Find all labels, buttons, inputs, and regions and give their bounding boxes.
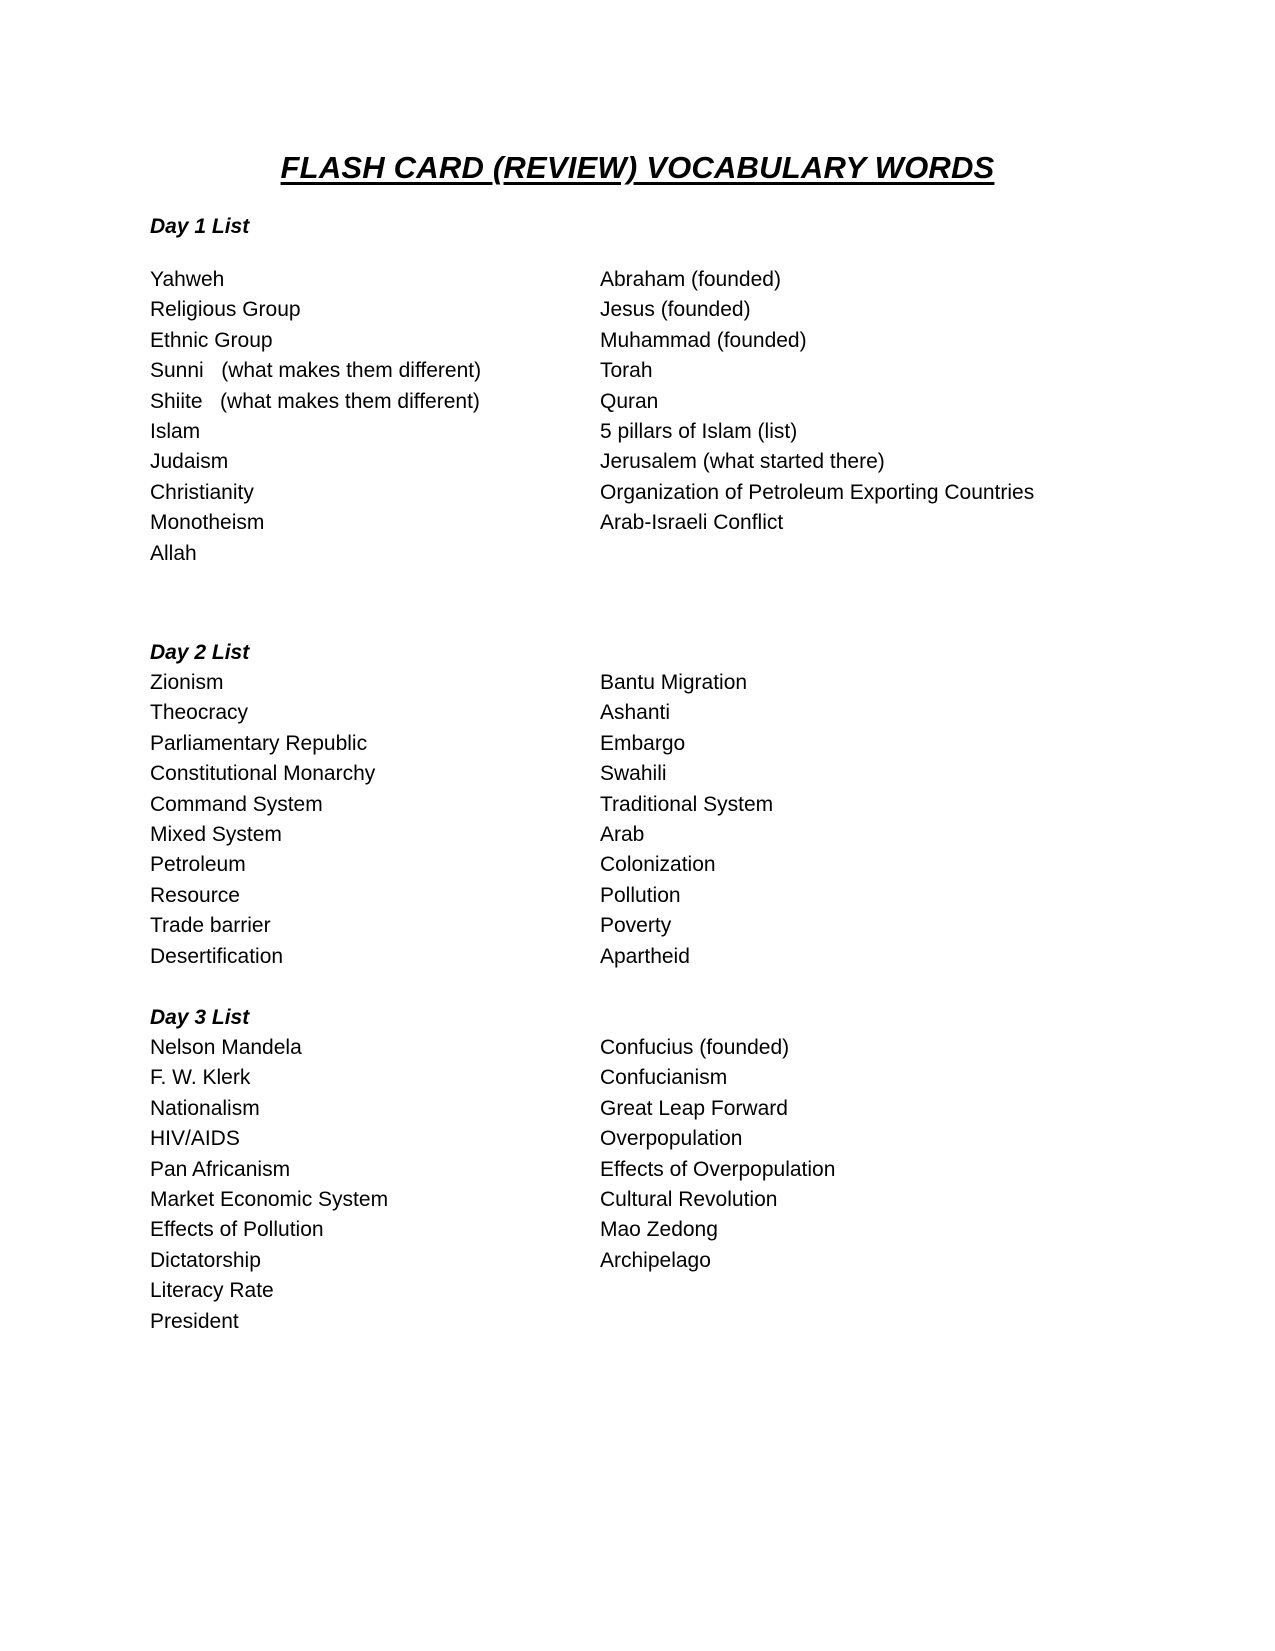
- vocab-item: Shiite (what makes them different): [150, 389, 480, 413]
- vocab-item: Petroleum: [150, 853, 246, 877]
- vocab-item: F. W. Klerk: [150, 1066, 251, 1090]
- vocab-item: Effects of Overpopulation: [600, 1157, 836, 1181]
- vocab-item: Pan Africanism: [150, 1157, 291, 1181]
- vocab-item: Christianity: [150, 480, 254, 504]
- vocab-item: Quran: [600, 389, 659, 413]
- vocab-item: Mixed System: [150, 822, 282, 846]
- vocab-item: Ethnic Group: [150, 328, 273, 352]
- vocab-item: Desertification: [150, 944, 284, 968]
- vocab-item: Mao Zedong: [600, 1218, 718, 1242]
- day-3-section: [150, 1003, 1150, 1333]
- vocab-item: Archipelago: [600, 1248, 711, 1272]
- day-1-right-column: [600, 265, 1150, 539]
- vocab-item: Monotheism: [150, 511, 265, 535]
- day-2-section: [150, 638, 1150, 968]
- vocab-item: Embargo: [600, 731, 686, 755]
- vocab-item: Resource: [150, 883, 240, 907]
- vocab-item: Ashanti: [600, 701, 671, 725]
- vocab-item: Constitutional Monarchy: [150, 762, 376, 786]
- vocab-item: Traditional System: [600, 792, 774, 816]
- vocab-item: Religious Group: [150, 298, 301, 322]
- vocab-item: 5 pillars of Islam (list): [600, 419, 798, 443]
- vocab-item: Cultural Revolution: [600, 1187, 778, 1211]
- vocab-item: Bantu Migration: [600, 671, 748, 694]
- page-title: FLASH CARD (REVIEW) VOCABULARY WORDS: [280, 150, 995, 185]
- vocab-item: Dictatorship: [150, 1248, 261, 1272]
- vocab-item: Pollution: [600, 883, 681, 907]
- vocab-item: Muhammad (founded): [600, 328, 807, 352]
- day-2-heading: Day 2 List: [150, 641, 250, 664]
- day-2-left-column: [150, 668, 590, 972]
- vocab-item: Arab-Israeli Conflict: [600, 511, 784, 535]
- vocab-item: Jesus (founded): [600, 298, 751, 322]
- vocab-item: Confucianism: [600, 1066, 728, 1090]
- vocab-item: Great Leap Forward: [600, 1096, 788, 1120]
- vocab-item: Parliamentary Republic: [150, 731, 368, 755]
- vocab-item: Abraham (founded): [600, 268, 781, 291]
- vocab-item: Confucius (founded): [600, 1036, 790, 1059]
- vocab-item: Zionism: [150, 671, 224, 694]
- vocab-item: Organization of Petroleum Exporting Countries: [600, 480, 1035, 504]
- vocab-item: Trade barrier: [150, 914, 271, 938]
- vocab-item: Effects of Pollution: [150, 1218, 324, 1242]
- vocab-item: Islam: [150, 419, 201, 443]
- day-3-heading: Day 3 List: [150, 1006, 250, 1029]
- vocab-item: Arab: [600, 822, 645, 846]
- vocab-item: Colonization: [600, 853, 716, 877]
- vocab-item: Apartheid: [600, 944, 690, 968]
- vocab-item: Overpopulation: [600, 1127, 743, 1151]
- vocab-item: Torah: [600, 359, 653, 383]
- vocab-item: Allah: [150, 541, 197, 565]
- vocab-item: Market Economic System: [150, 1187, 389, 1211]
- day-2-right-column: [600, 668, 1150, 972]
- day-1-left-column: [150, 265, 590, 569]
- vocab-item: Nationalism: [150, 1096, 260, 1120]
- day-1-section: [150, 212, 1150, 565]
- day-3-right-column: [600, 1033, 1150, 1276]
- day-1-heading: Day 1 List: [150, 215, 250, 238]
- vocab-item: Command System: [150, 792, 323, 816]
- vocab-item: HIV/AIDS: [150, 1127, 240, 1151]
- vocab-item: Theocracy: [150, 701, 249, 725]
- vocab-item: Swahili: [600, 762, 667, 786]
- vocab-item: Poverty: [600, 914, 672, 938]
- vocab-item: President: [150, 1309, 239, 1333]
- vocab-item: Judaism: [150, 450, 229, 474]
- day-3-left-column: [150, 1033, 590, 1337]
- vocab-item: Sunni (what makes them different): [150, 359, 482, 383]
- vocab-item: Literacy Rate: [150, 1279, 274, 1303]
- vocab-item: Nelson Mandela: [150, 1036, 302, 1059]
- vocab-item: Jerusalem (what started there): [600, 450, 885, 474]
- vocab-item: Yahweh: [150, 268, 225, 291]
